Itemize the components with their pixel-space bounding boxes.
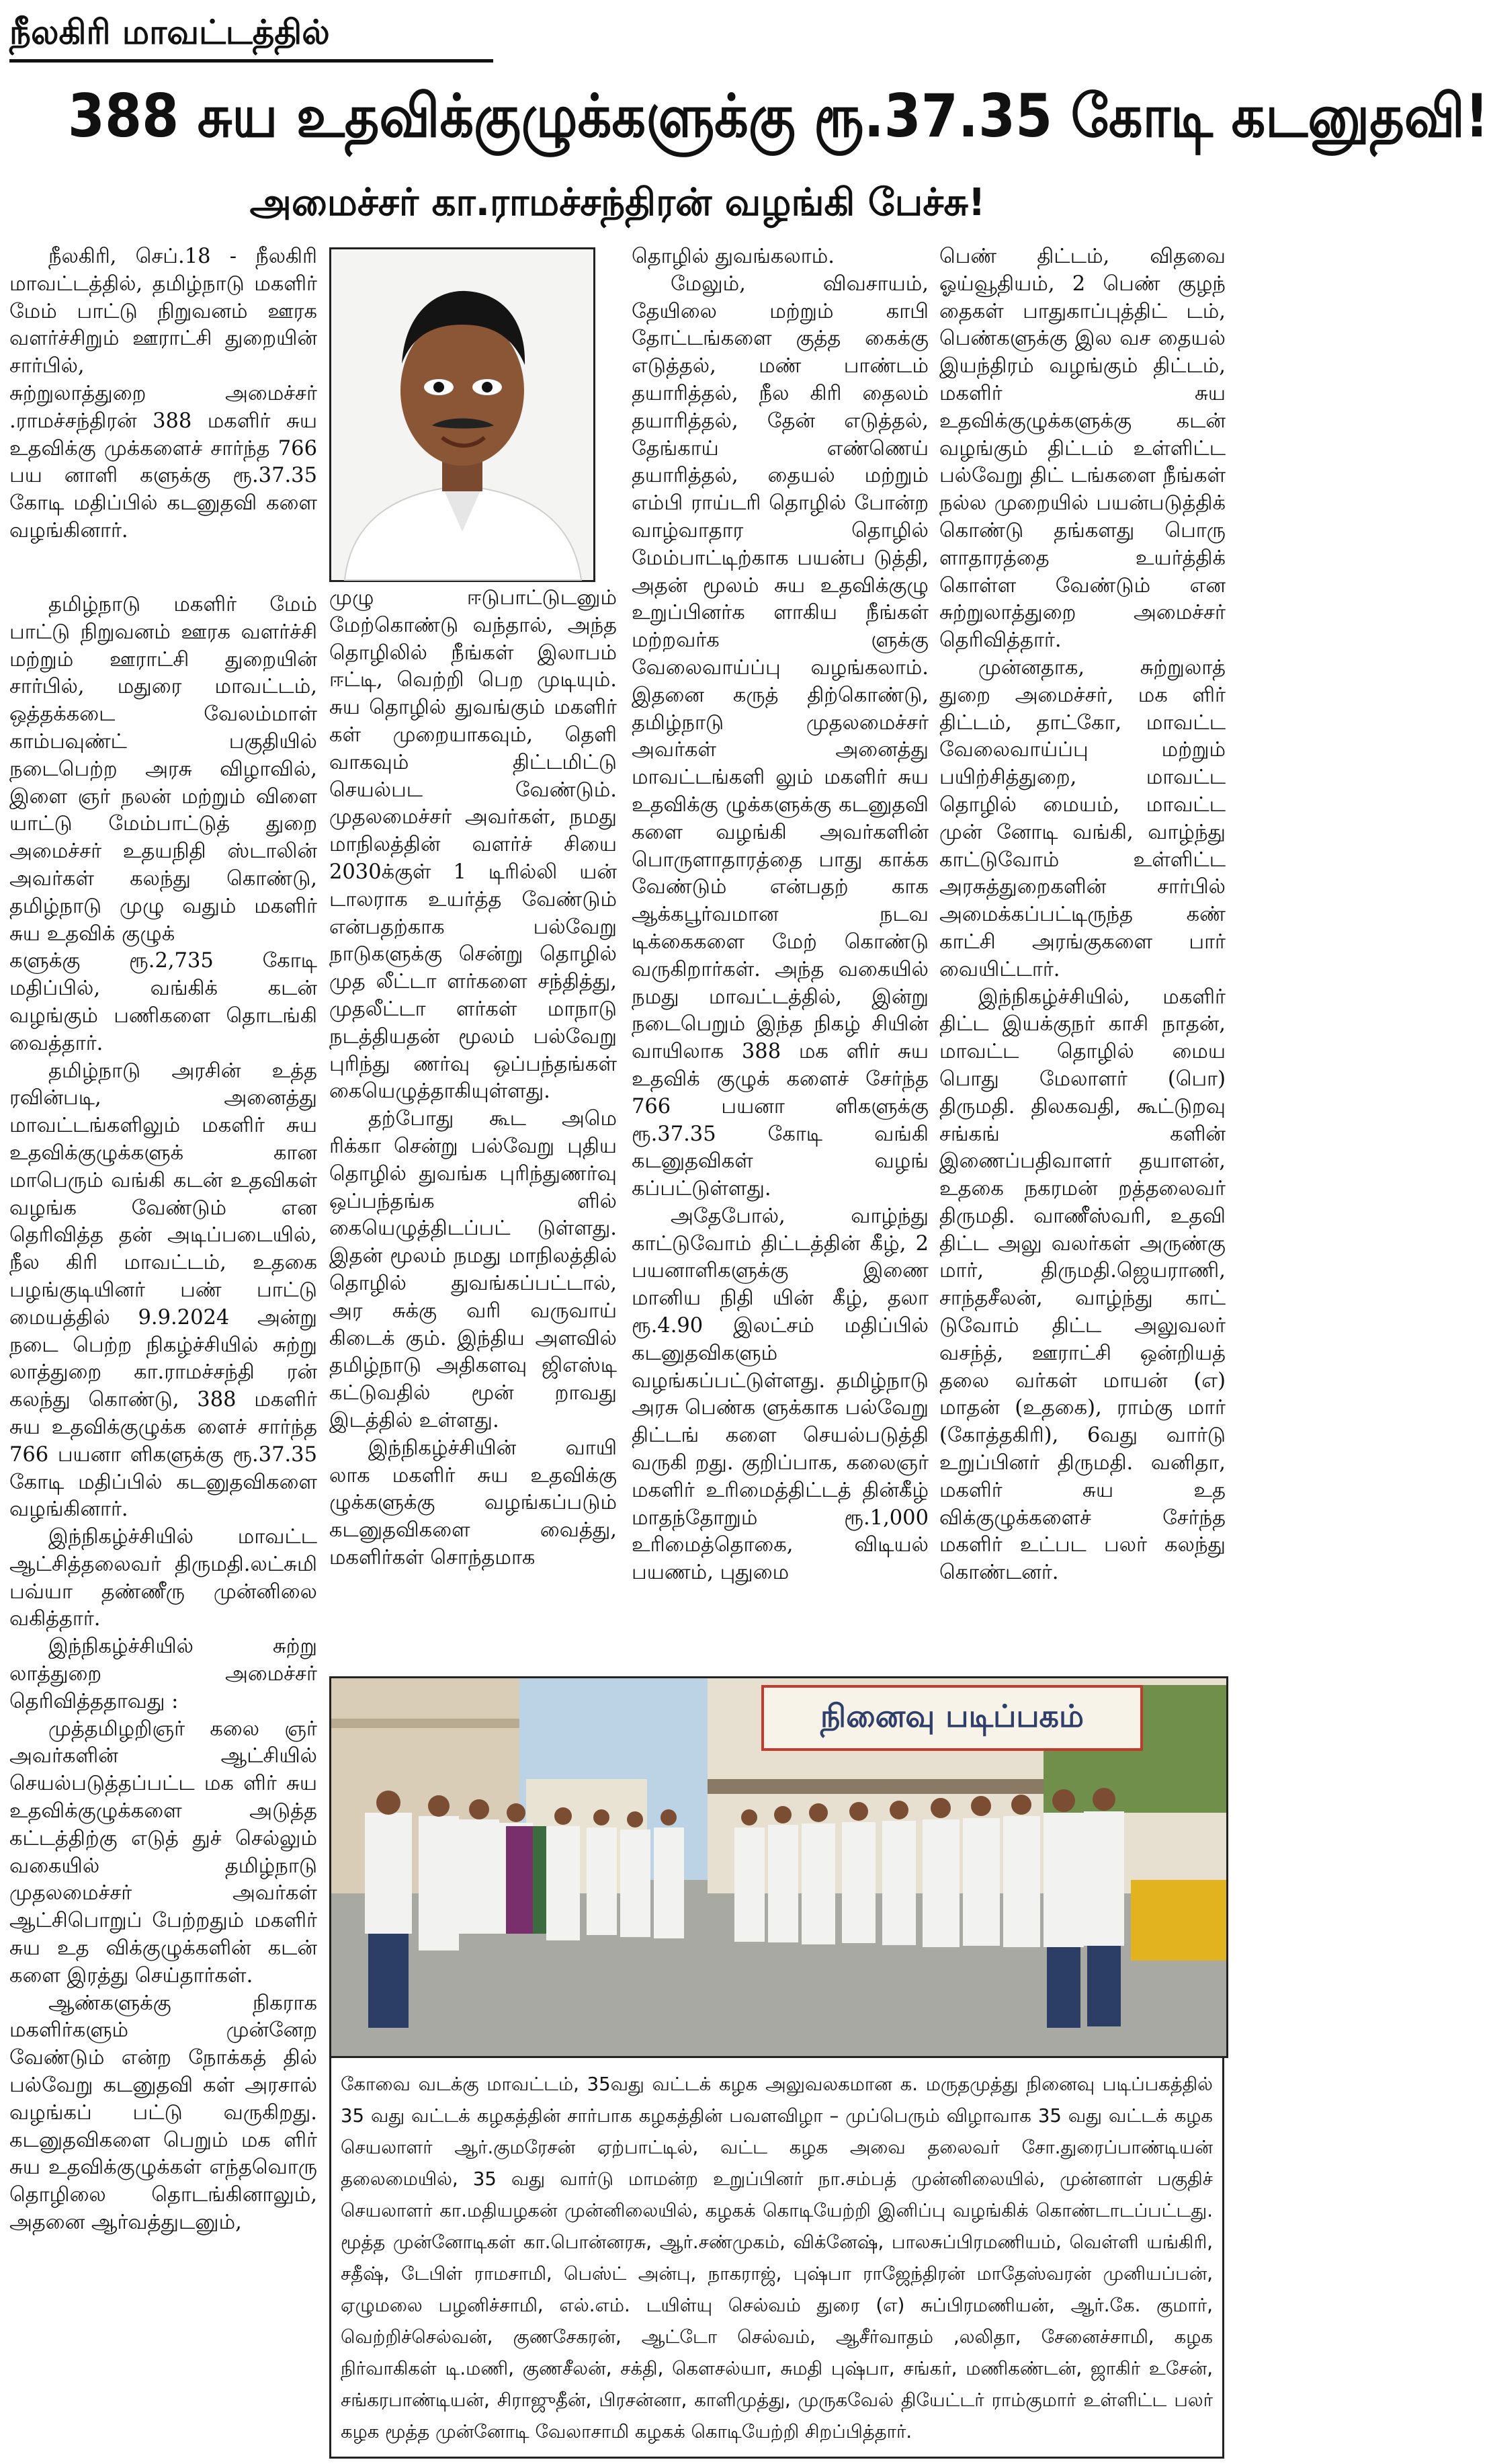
paragraph: ஆண்களுக்கு நிகராக மகளிர்களும் முன்னேற வேண்டும் என்ற நோக்கத் தில் பல்வேறு கடனுதவி கள் அரசால் வழங்கப் பட்டு வருகிறது. கடனுதவிகளை பெறும் மக ளிர் சுய உதவிக்குழுக்கள் எந்தவொரு தொழிலை தொடங்கினாலும், அதனை ஆர்வத்துடனும், (9, 1991, 317, 2235)
paragraph: முழு ஈடுபாட்டுடனும் மேற்கொண்டு வந்தால், அந்த தொழிலில் நீங்கள் இலாபம் ஈட்டி, வெற்றி பெற முடியும். சுய தொழில் துவங்கும் மகளிர் கள் முறையாகவும், தெளி வாகவும் திட்டமிட்டு செயல்பட வேண்டும். முதலமைச்சர் அவர்கள், நமது மாநிலத்தின் வளர்ச் சியை 2030க்குள் 1 டிரில்லி யன் டாலராக உயர்த்த வேண்டும் என்பதற்காக பல்வேறு நாடுகளுக்கு சென்று தொழில் முத லீட்டா ளர்களை சந்தித்து, முதலீட்டா ளர்கள் மாநாடு நடத்தியதன் மூலம் பல்வேறு புரிந்து ணர்வு ஒப்பந்தங்கள் கையெழுத்தாகியுள்ளது. (329, 586, 617, 1104)
paragraph: அதேபோல், வாழ்ந்து காட்டுவோம் திட்டத்தின் கீழ், 2 பயனாளிகளுக்கு இணை மானிய நிதி யின் கீழ், தலா ரூ.4.90 இலட்சம் மதிப்பில் கடனுதவிகளும் வழங்கப்பட்டுள்ளது. தமிழ்நாடு அரசு பெண்க ளுக்காக பல்வேறு திட்டங் களை செயல்படுத்தி வருகி றது. குறிப்பாக, கலைஞர் மகளிர் உரிமைத்திட்டத் தின்கீழ் மாதந்தோறும் ரூ.1,000 உரிமைத்தொகை, விடியல் பயணம், புதுமை (632, 1204, 929, 1585)
photo-banner-text: நினைவு படிப்பகம் (820, 1697, 1084, 1734)
paragraph: இந்நிகழ்ச்சியின் வாயி லாக மகளிர் சுய உதவிக்கு ழுக்களுக்கு வழங்கப்படும் கடனுதவிகளை வைத்து, மகளிர்கள் சொந்தமாக (329, 1436, 617, 1569)
paragraph: தமிழ்நாடு மகளிர் மேம் பாட்டு நிறுவனம் ஊரக வளர்ச்சி மற்றும் ஊராட்சி துறையின் சார்பில், மதுரை மாவட்டம், ஒத்தக்கடை வேலம்மாள் காம்பவுண்ட் பகுதியில் நடைபெற்ற அரசு விழாவில், இளை ஞர் நலன் மற்றும் விளை யாட்டு மேம்பாட்டுத் துறை அமைச்சர் உதயநிதி ஸ்டாலின் அவர்கள் கலந்து கொண்டு, தமிழ்நாடு முழு வதும் மகளிர் சுய உதவிக் குழுக் (9, 593, 317, 946)
paragraph: முன்னதாக, சுற்றுலாத் துறை அமைச்சர், மக ளிர் திட்டம், தாட்கோ, மாவட்ட வேலைவாய்ப்பு மற்றும் பயிற்சித்துறை, மாவட்ட தொழில் மையம், மாவட்ட முன் னோடி வங்கி, வாழ்ந்து காட்டுவோம் உள்ளிட்ட அரசுத்துறைகளின் சார்பில் அமைக்கப்பட்டிருந்த கண் காட்சி அரங்குகளை பார் வையிட்டார். (939, 655, 1226, 981)
portrait-image (331, 249, 593, 580)
paragraph: சுற்றுலாத்துறை அமைச்சர் .ராமச்சந்திரன் 388 மகளிர் சுய உதவிக்கு முக்களைச் சார்ந்த 766 பய னாளி களுக்கு ரூ.37.35 கோடி மதிப்பில் கடனுதவி களை வழங்கினார். (9, 381, 317, 542)
photo-caption: கோவை வடக்கு மாவட்டம், 35வது வட்டக் கழக அலுவலகமான க. மருதமுத்து நினைவு படிப்பகத்தில் 35 வது வட்டக் கழகத்தின் சார்பாக கழகத்தின் பவளவிழா – முப்பெரும் விழாவாக 35 வது வட்டக் கழக செயலாளர் ஆர்.குமரேசன் ஏற்பாட்டில், வட்ட கழக அவை தலைவர் சோ.துரைப்பாண்டியன் தலைமையில், 35 வது வார்டு மாமன்ற உறுப்பினர் நா.சம்பத் முன்னிலையில், முன்னாள் பகுதிச் செயலாளர் கா.மதியழகன் முன்னிலையில், கழகக் கொடியேற்றி இனிப்பு வழங்கிக் கொண்டாடப்பட்டது. மூத்த முன்னோடிகள் கா.பொன்னரசு, ஆர்.சண்முகம், விக்னேஷ், பாலசுப்பிரமணியம், வெள்ளி யங்கிரி, சதீஷ், டேபிள் ராமசாமி, பெஸ்ட் அன்பு, நாகராஜ், புஷ்பா ராஜேந்திரன் மாதேஸ்வரன் முனியப்பன், ஏழுமலை பழனிச்சாமி, எல்.எம். டயிள்யு செல்வம் துரை (எ) சுப்பிரமணியன், ஆர்.கே. குமார், வெற்றிச்செல்வன், குணசேகரன், ஆட்டோ செல்வம், ஆசீர்வாதம் ,லலிதா, சேனைச்சாமி, கழக நிர்வாகிகள் டி.மணி, குணசீலன், சக்தி, கௌசல்யா, சுமதி புஷ்பா, சங்கர், மணிகண்டன், ஜாகிர் உசேன், சங்கரபாண்டியன், சிராஜுதீன், பிரசன்னா, காளிமுத்து, முருகவேல் தியேட்டர் ராம்குமார் உள்ளிட்ட பலர் கழக மூத்த முன்னோடி வேலாசாமி கழகக் கொடியேற்றி சிறப்பித்தார். (329, 2058, 1224, 2459)
paragraph: நீலகிரி, செப்.18 - நீலகிரி மாவட்டத்தில், தமிழ்நாடு மகளிர் மேம் பாட்டு நிறுவனம் ஊரக வளர்ச்சிறும் ஊராட்சி துறையின் சார்பில், (9, 245, 317, 378)
minister-portrait (329, 247, 595, 582)
headline: 388 சுய உதவிக்குழுக்களுக்கு ரூ.37.35 கோடி கடனுதவி! (67, 81, 1489, 151)
photo-banner (761, 1685, 1143, 1751)
paragraph: தற்போது கூட அமெ ரிக்கா சென்று பல்வேறு புதிய தொழில் துவங்க புரிந்துணர்வு ஒப்பந்தங்க ளில் கையெழுத்திடப்பட் டுள்ளது. இதன் மூலம் நமது மாநிலத்தில் தொழில் துவங்கப்பட்டால், அர சுக்கு வரி வருவாய் கிடைக் கும். இந்திய அளவில் தமிழ்நாடு அதிகளவு ஜிஎஸ்டி கட்டுவதில் மூன் றாவது இடத்தில் உள்ளது. (329, 1107, 617, 1432)
kicker-label (9, 5, 493, 63)
paragraph: முத்தமிழறிஞர் கலை ஞர் அவர்களின் ஆட்சியில் செயல்படுத்தப்பட்ட மக ளிர் சுய உதவிக்குழுக்களை அடுத்த கட்டத்திற்கு எடுத் துச் செல்லும் வகையில் தமிழ்நாடு முதலமைச்சர் அவர்கள் ஆட்சிபொறுப் பேற்றதும் மகளிர் சுய உத விக்குழுக்களின் கடன் களை இரத்து செய்தார்கள். (9, 1717, 317, 1987)
paragraph: பெண் திட்டம், விதவை ஓய்வூதியம், 2 பெண் குழந் தைகள் பாதுகாப்புத்திட் டம், பெண்களுக்கு இல வச தையல் இயந்திரம் வழங்கும் திட்டம், மகளிர் சுய உதவிக்குழுக்களுக்கு கடன் வழங்கும் திட்டம் உள்ளிட்ட பல்வேறு திட் டங்களை நீங்கள் நல்ல முறையில் பயன்படுத்திக் கொண்டு தங்களது பொரு ளாதாரத்தை உயர்த்திக் கொள்ள வேண்டும் என சுற்றுலாத்துறை அமைச்சர் தெரிவித்தார். (939, 245, 1226, 653)
kicker-text: நீலகிரி மாவட்டத்தில் (9, 13, 330, 52)
paragraph: களுக்கு ரூ.2,735 கோடி மதிப்பில், வங்கிக் கடன் வழங்கும் பணிகளை தொடங்கி வைத்தார். (9, 949, 317, 1055)
paragraph: இந்நிகழ்ச்சியில், மகளிர் திட்ட இயக்குநர் காசி நாதன், மாவட்ட தொழில் மைய பொது மேலாளர் (பொ) திருமதி. திலகவதி, கூட்டுறவு சங்கங் களின் இணைப்பதிவாளர் தயாளன், உதகை நகரமன் றத்தலைவர் திருமதி. வாணீஸ்வரி, உதவி திட்ட அலு வலர்கள் அருண்கு மார், திருமதி.ஜெயராணி, சாந்தசீலன், வாழ்ந்து காட் டுவோம் திட்ட அலுவலர் வசந்த், ஊராட்சி ஒன்றியத் தலை வர்கள் மாயன் (எ) மாதன் (உதகை), ராம்கு மார் (கோத்தகிரி), 6வது வார்டு உறுப்பினர் திருமதி. வனிதா, மகளிர் சுய உத விக்குழுக்களைச் சேர்ந்த மகளிர் உட்பட பலர் கலந்து கொண்டனர். (939, 985, 1226, 1585)
article-column-1-top (9, 243, 317, 590)
event-photo (329, 1676, 1228, 2058)
paragraph: தமிழ்நாடு அரசின் உத்த ரவின்படி, அனைத்து மாவட்டங்களிலும் மகளிர் சுய உதவிக்குழுக்களுக் கான மாபெரும் வங்கி கடன் உதவிகள் வழங்க வேண்டும் என தெரிவித்த தன் அடிப்படையில், நீல கிரி மாவட்டம், உதகை பழங்குடியினர் பண் பாட்டு மையத்தில் 9.9.2024 அன்று நடை பெற்ற நிகழ்ச்சியில் சுற்று லாத்துறை கா.ராமச்சந்தி ரன் கலந்து கொண்டு, 388 மகளிர் சுய உதவிக்குழுக்க ளைச் சார்ந்த 766 பயனா ளிகளுக்கு ரூ.37.35 கோடி மதிப்பில் கடனுதவிகளை வழங்கினார். (9, 1059, 317, 1522)
paragraph: தொழில் துவங்கலாம். (632, 245, 835, 268)
article-column-2 (329, 585, 617, 1666)
article-column-1 (9, 591, 317, 2460)
paragraph: இந்நிகழ்ச்சியில் மாவட்ட ஆட்சித்தலைவர் திருமதி.லட்சுமி பவ்யா தண்ணீரு முன்னிலை வகித்தார். (9, 1525, 317, 1631)
subheadline: அமைச்சர் கா.ராமச்சந்திரன் வழங்கி பேச்சு! (249, 181, 986, 224)
paragraph: மேலும், விவசாயம், தேயிலை மற்றும் காபி தோட்டங்களை குத்த கைக்கு எடுத்தல், மண் பாண்டம் தயாரித்தல், நீல கிரி தைலம் தயாரித்தல், தேன் எடுத்தல், தேங்காய் எண்ணெய் தயாரித்தல், தையல் மற்றும் எம்பி ராய்டரி தொழில் போன்ற வாழ்வாதார தொழில் மேம்பாட்டிற்காக பயன்ப டுத்தி, அதன் மூலம் சுய உதவிக்குழு உறுப்பினர்க ளாகிய நீங்கள் மற்றவர்க ளுக்கு வேலைவாய்ப்பு வழங்கலாம். இதனை கருத் திற்கொண்டு, தமிழ்நாடு முதலமைச்சர் அவர்கள் அனைத்து மாவட்டங்களி லும் மகளிர் சுய உதவிக்கு ழுக்களுக்கு கடனுதவி களை வழங்கி அவர்களின் பொருளாதாரத்தை பாது காக்க வேண்டும் என்பதற் காக ஆக்கபூர்வமான நடவ டிக்கைகளை மேற் கொண்டு வருகிறார்கள். அந்த வகையில் நமது மாவட்டத்தில், இன்று நடைபெறும் இந்த நிகழ் சியின் வாயிலாக 388 மக ளிர் சுய உதவிக் குழுக் களைச் சேர்ந்த 766 பயனா ளிகளுக்கு ரூ.37.35 கோடி வங்கி கடனுதவிகள் வழங் கப்பட்டுள்ளது. (632, 272, 929, 1201)
article-column-4 (939, 243, 1226, 1666)
paragraph: இந்நிகழ்ச்சியில் சுற்று லாத்துறை அமைச்சர் தெரிவித்ததாவது : (9, 1635, 317, 1713)
article-column-3 (632, 243, 929, 1666)
